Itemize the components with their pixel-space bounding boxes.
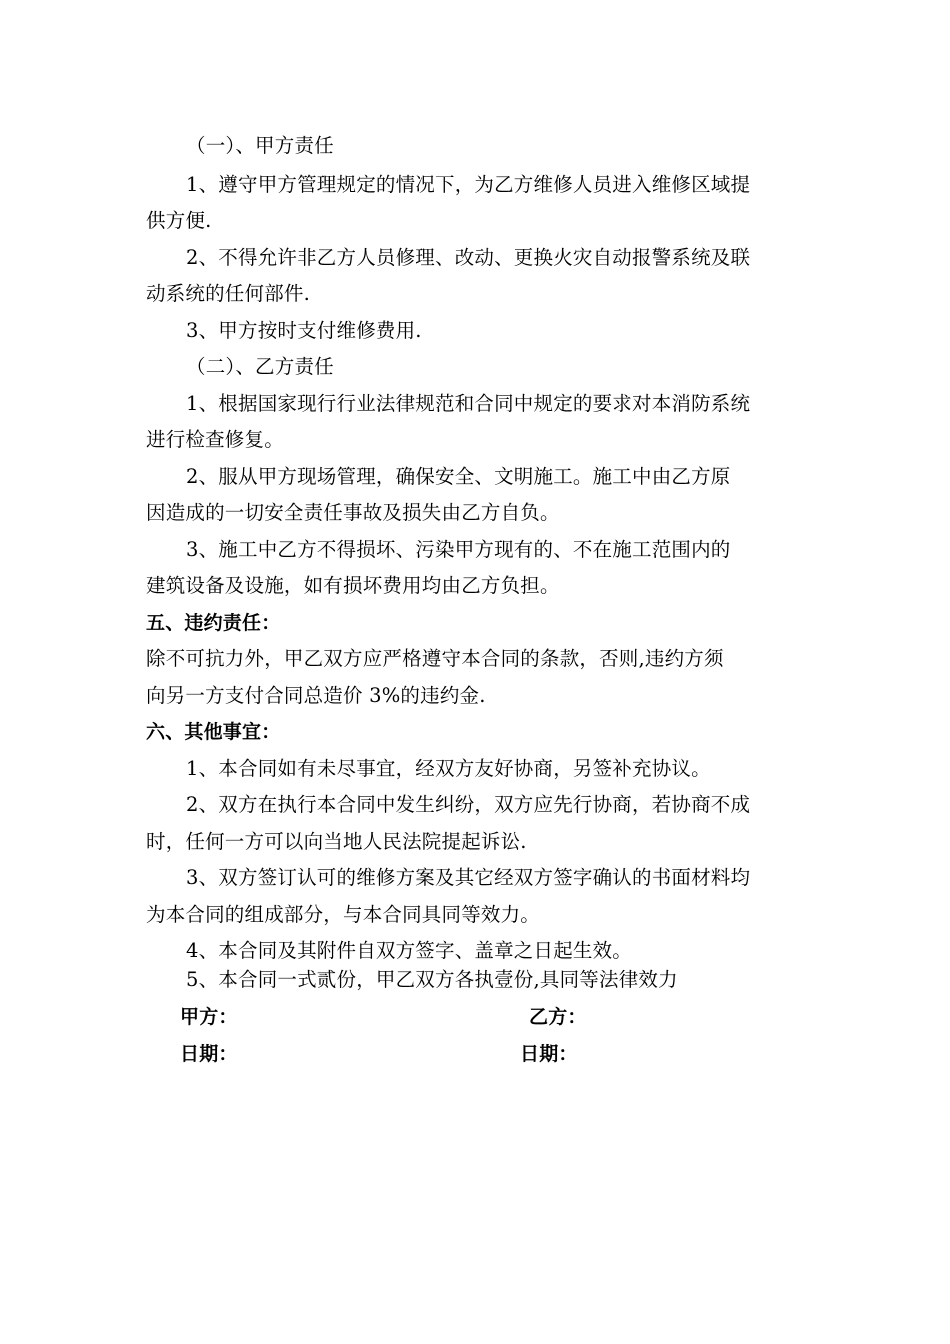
other-matters-heading: 六、其他事宜： — [146, 721, 281, 743]
party-a-clause-2-line-1: 2、不得允许非乙方人员修理、改动、更换火灾自动报警系统及联 — [186, 246, 751, 269]
party-b-responsibility-heading: （二）、乙方责任 — [186, 355, 334, 378]
breach-liability-line-2: 向另一方支付合同总造价 3%的违约金. — [146, 684, 486, 707]
other-matters-clause-5: 5、本合同一式贰份，甲乙双方各执壹份,具同等法律效力 — [186, 968, 678, 991]
party-a-date-label: 日期： — [180, 1043, 238, 1065]
party-a-clause-1-line-2: 供方便. — [146, 209, 212, 232]
party-a-clause-2-line-2: 动系统的任何部件. — [146, 282, 310, 305]
party-b-clause-1-line-1: 1、根据国家现行行业法律规范和合同中规定的要求对本消防系统 — [186, 392, 751, 415]
party-a-clause-3: 3、甲方按时支付维修费用. — [186, 319, 422, 342]
party-b-signature-label: 乙方： — [529, 1006, 587, 1028]
other-matters-clause-2-line-2: 时，任何一方可以向当地人民法院提起诉讼. — [146, 830, 527, 853]
other-matters-clause-4: 4、本合同及其附件自双方签字、盖章之日起生效。 — [186, 939, 633, 962]
party-b-clause-3-line-1: 3、施工中乙方不得损坏、污染甲方现有的、不在施工范围内的 — [186, 538, 731, 561]
party-a-signature-label: 甲方： — [180, 1006, 238, 1028]
party-b-clause-2-line-2: 因造成的一切安全责任事故及损失由乙方自负。 — [146, 501, 560, 524]
party-a-responsibility-heading: （一）、甲方责任 — [186, 134, 334, 157]
party-b-clause-3-line-2: 建筑设备及设施，如有损坏费用均由乙方负担。 — [146, 574, 560, 597]
party-b-clause-1-line-2: 进行检查修复。 — [146, 428, 284, 451]
other-matters-clause-3-line-2: 为本合同的组成部分，与本合同具同等效力。 — [146, 903, 541, 926]
other-matters-clause-3-line-1: 3、双方签订认可的维修方案及其它经双方签字确认的书面材料均 — [186, 866, 751, 889]
party-b-date-label: 日期： — [520, 1043, 578, 1065]
other-matters-clause-1: 1、本合同如有未尽事宜，经双方友好协商，另签补充协议。 — [186, 757, 711, 780]
other-matters-clause-2-line-1: 2、双方在执行本合同中发生纠纷，双方应先行协商，若协商不成 — [186, 793, 751, 816]
breach-liability-heading: 五、违约责任： — [146, 612, 281, 634]
breach-liability-line-1: 除不可抗力外，甲乙双方应严格遵守本合同的条款，否则,违约方须 — [146, 647, 724, 670]
party-b-clause-2-line-1: 2、服从甲方现场管理，确保安全、文明施工。施工中由乙方原 — [186, 465, 731, 488]
party-a-clause-1-line-1: 1、遵守甲方管理规定的情况下，为乙方维修人员进入维修区域提 — [186, 173, 751, 196]
